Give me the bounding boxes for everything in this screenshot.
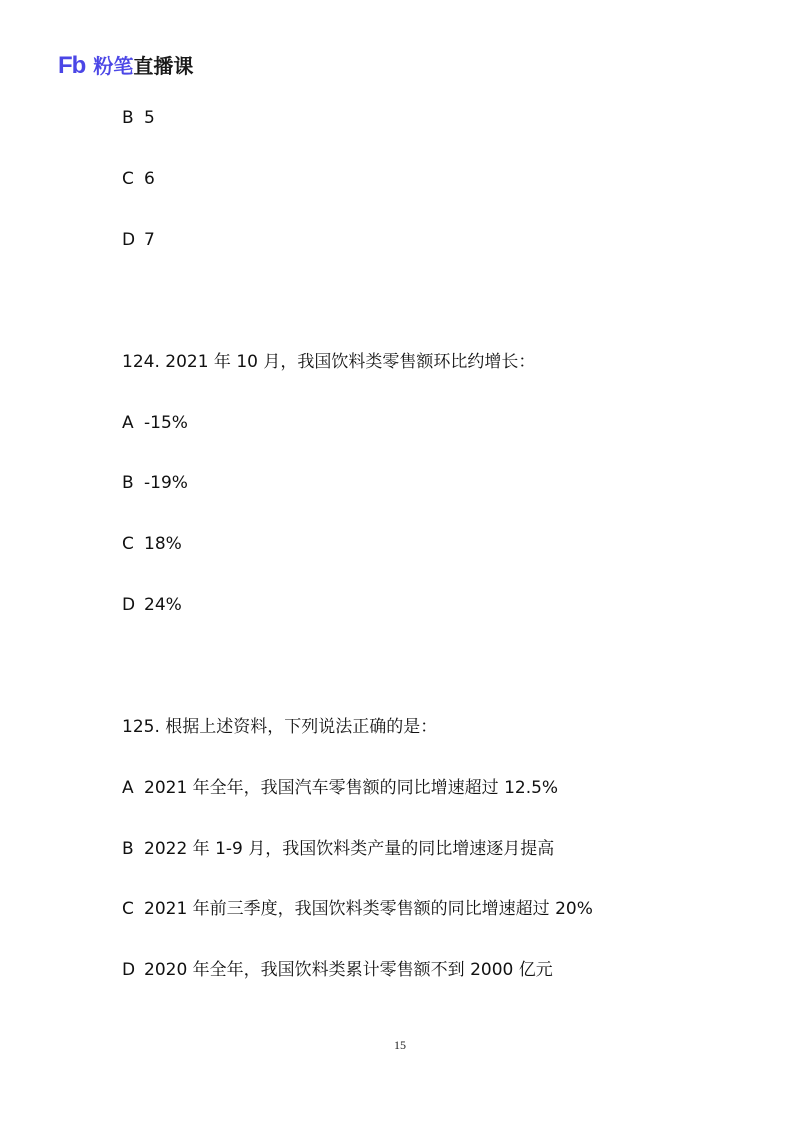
option-text: 2021 年全年，我国汽车零售额的同比增速超过 12.5% <box>144 778 559 798</box>
page-number: 15 <box>394 1038 406 1052</box>
option-b-prev <box>122 107 155 129</box>
q124-option-d <box>122 594 182 616</box>
option-letter: A <box>122 413 134 433</box>
logo-text <box>93 52 193 80</box>
q125-option-c <box>122 898 593 920</box>
option-letter: B <box>122 108 134 128</box>
q125-option-b <box>122 838 554 860</box>
option-text: 5 <box>144 108 155 128</box>
option-text: -19% <box>144 473 188 493</box>
option-text: 24% <box>144 595 182 615</box>
option-text: 6 <box>144 169 155 189</box>
option-letter: B <box>122 473 134 493</box>
option-letter: C <box>122 534 134 554</box>
header-logo <box>58 52 193 80</box>
option-letter: A <box>122 778 134 798</box>
option-text: -15% <box>144 413 188 433</box>
q125-option-a <box>122 777 558 799</box>
option-text: 7 <box>144 230 155 250</box>
option-text: 2020 年全年，我国饮料类累计零售额不到 2000 亿元 <box>144 960 553 980</box>
logo-brand: 粉笔 <box>93 54 134 78</box>
option-letter: D <box>122 595 136 615</box>
option-letter: B <box>122 839 134 859</box>
option-c-prev <box>122 168 155 190</box>
option-letter: C <box>122 169 134 189</box>
option-text: 2021 年前三季度，我国饮料类零售额的同比增速超过 20% <box>144 899 593 919</box>
q125-option-d <box>122 959 553 981</box>
question-124-stem: 124. 2021 年 10 月，我国饮料类零售额环比约增长： <box>122 352 536 372</box>
q124-option-c <box>122 533 182 555</box>
question-125-stem: 125. 根据上述资料，下列说法正确的是： <box>122 717 438 737</box>
q124-option-a <box>122 412 188 434</box>
fb-logo-icon: Fb <box>58 52 86 79</box>
q124-option-b <box>122 472 188 494</box>
option-d-prev <box>122 229 155 251</box>
option-text: 18% <box>144 534 182 554</box>
option-text: 2022 年 1-9 月，我国饮料类产量的同比增速逐月提高 <box>144 839 555 859</box>
option-letter: D <box>122 230 136 250</box>
option-letter: D <box>122 960 136 980</box>
option-letter: C <box>122 899 134 919</box>
logo-suffix: 直播课 <box>133 54 194 78</box>
